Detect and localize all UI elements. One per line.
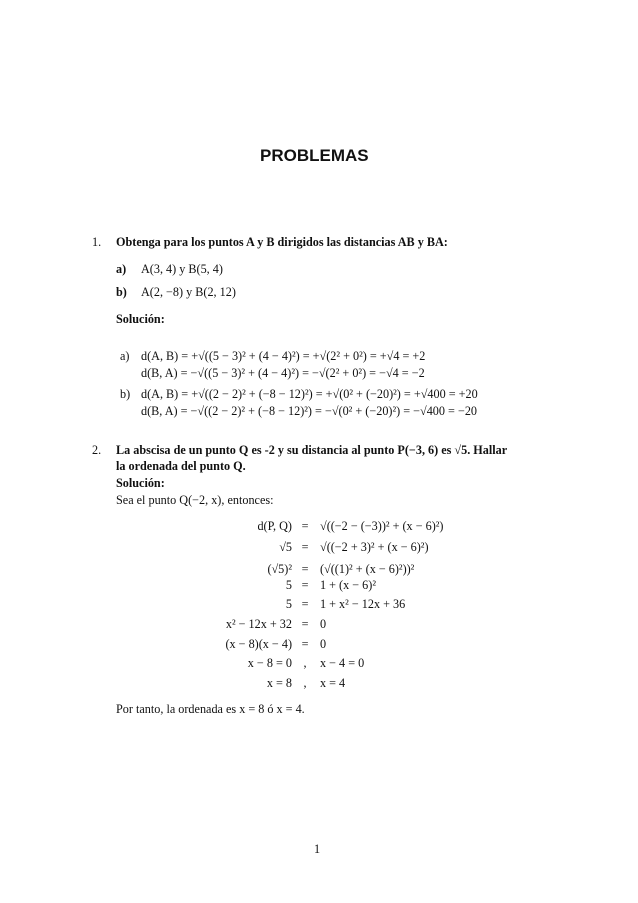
solution-b-line-1: d(A, B) = +√((2 − 2)² + (−8 − 12)²) = +√(0² + (−20)²) = +√400 = +20 <box>141 387 478 401</box>
problem-2-intro: Sea el punto Q(−2, x), entonces: <box>116 493 274 507</box>
problem-2-number: 2. <box>92 443 102 457</box>
equation-7-rhs: 0 <box>320 637 327 651</box>
page-title: PROBLEMAS <box>260 146 369 165</box>
solution-b-label: b) <box>120 387 131 401</box>
equation-5-rhs: 1 + x² − 12x + 36 <box>320 597 406 611</box>
equation-1-rhs: √((−2 − (−3))² + (x − 6)²) <box>320 519 444 533</box>
solution-a-line-2: d(B, A) = −√((5 − 3)² + (4 − 4)²) = −√(2² + 0²) = −√4 = −2 <box>141 366 425 380</box>
equation-9-op: , <box>303 676 307 690</box>
problem-1-number: 1. <box>92 235 102 249</box>
equation-4-rhs: 1 + (x − 6)² <box>320 578 376 592</box>
equation-2-op: = <box>301 540 309 554</box>
equation-6-rhs: 0 <box>320 617 327 631</box>
problem-2-conclusion: Por tanto, la ordenada es x = 8 ó x = 4. <box>116 702 305 716</box>
problem-1-part-a-text: A(3, 4) y B(5, 4) <box>141 262 223 276</box>
equation-9-lhs: x = 8 <box>266 676 292 690</box>
problem-2-solution-label: Solución: <box>116 476 165 490</box>
equation-5-op: = <box>301 597 309 611</box>
solution-a-label: a) <box>120 349 130 363</box>
solution-a-line-1: d(A, B) = +√((5 − 3)² + (4 − 4)²) = +√(2² + 0²) = +√4 = +2 <box>141 349 426 363</box>
equation-6-op: = <box>301 617 309 631</box>
equation-6-lhs: x² − 12x + 32 <box>225 617 292 631</box>
equation-3-op: = <box>301 562 309 576</box>
equation-5-lhs: 5 <box>285 597 292 611</box>
equation-9-rhs: x = 4 <box>320 676 346 690</box>
problem-1-solution-label: Solución: <box>116 312 165 326</box>
solution-b-line-2: d(B, A) = −√((2 − 2)² + (−8 − 12)²) = −√(0² + (−20)²) = −√400 = −20 <box>141 404 478 418</box>
equation-1-lhs: d(P, Q) <box>257 519 292 533</box>
equation-4-lhs: 5 <box>285 578 292 592</box>
problem-1-part-b-text: A(2, −8) y B(2, 12) <box>141 285 236 299</box>
equation-8-rhs: x − 4 = 0 <box>320 656 365 670</box>
equation-2-rhs: √((−2 + 3)² + (x − 6)²) <box>320 540 429 554</box>
problem-2-statement-line-1: La abscisa de un punto Q es -2 y su distancia al punto P(−3, 6) es √5. Hallar <box>116 443 508 457</box>
equation-7-lhs: (x − 8)(x − 4) <box>225 637 292 651</box>
problem-1-statement: Obtenga para los puntos A y B dirigidos las distancias AB y BA: <box>116 235 448 249</box>
equation-8-op: , <box>303 656 307 670</box>
page-number: 1 <box>314 842 321 856</box>
equation-3-lhs: (√5)² <box>267 562 292 576</box>
equation-7-op: = <box>301 637 309 651</box>
equation-3-rhs: (√((1)² + (x − 6)²))² <box>320 562 415 576</box>
equation-1-op: = <box>301 519 309 533</box>
equation-2-lhs: √5 <box>279 540 292 554</box>
problem-2-statement-line-2: la ordenada del punto Q. <box>116 459 246 473</box>
problem-1-part-b-label: b) <box>116 285 127 299</box>
equation-8-lhs: x − 8 = 0 <box>247 656 292 670</box>
problem-1-part-a-label: a) <box>116 262 127 276</box>
equation-4-op: = <box>301 578 309 592</box>
